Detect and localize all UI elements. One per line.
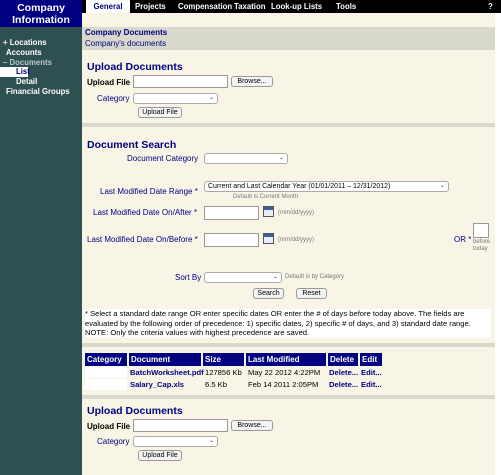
- sidebar-item-list[interactable]: List: [0, 67, 28, 77]
- before-date-label-text: Last Modified Date On/Before: [87, 235, 193, 244]
- category-label: Category: [97, 94, 130, 103]
- sidebar-item-accounts[interactable]: Accounts: [6, 47, 42, 57]
- col-header-edit: Edit: [360, 353, 382, 366]
- upload-section-title: Upload Documents: [87, 61, 183, 73]
- after-date-input[interactable]: [204, 206, 259, 220]
- required-mark: *: [193, 208, 198, 217]
- date-range-value: Current and Last Calendar Year (01/01/2011 – 12/31/2012): [208, 183, 391, 190]
- document-link[interactable]: Salary_Cap.xls: [130, 380, 185, 389]
- calendar-icon[interactable]: [263, 206, 274, 217]
- date-range-label-text: Last Modified Date Range: [100, 187, 193, 196]
- section-divider: [82, 343, 495, 347]
- chevron-down-icon: ⌄: [278, 155, 284, 161]
- tab-taxation[interactable]: Taxation: [234, 2, 266, 11]
- tab-tools[interactable]: Tools: [336, 2, 357, 11]
- edit-link[interactable]: Edit...: [361, 380, 382, 389]
- chevron-down-icon: ⌄: [208, 95, 214, 101]
- row-modified: Feb 14 2011 2:05PM: [248, 380, 319, 389]
- delete-link[interactable]: Delete...: [329, 380, 359, 389]
- row-size: 6.5 Kb: [205, 380, 227, 389]
- row-category: [85, 379, 127, 390]
- sidebar-item-locations[interactable]: + Locations: [3, 38, 47, 47]
- sidebar: [0, 0, 82, 475]
- category-label: Category: [97, 437, 130, 446]
- before-date-label: [87, 235, 198, 244]
- upload-file-input[interactable]: [133, 419, 228, 432]
- row-size: 127856 Kb: [205, 368, 242, 377]
- search-button[interactable]: Search: [253, 288, 284, 299]
- col-header-delete: Delete: [328, 353, 358, 366]
- days-before-hint: [473, 239, 490, 253]
- date-range-select[interactable]: [204, 181, 449, 192]
- upload-file-button[interactable]: Upload File: [138, 450, 182, 461]
- sidebar-title: [0, 0, 82, 27]
- reset-button[interactable]: Reset: [296, 288, 327, 299]
- tab-bar: [82, 0, 501, 13]
- sidebar-nav: [0, 38, 82, 97]
- page-subtitle: Company's documents: [85, 39, 167, 48]
- page-header-bar: [82, 27, 495, 50]
- upload-section-title: Upload Documents: [87, 405, 183, 417]
- browse-button[interactable]: Browse...: [231, 76, 273, 87]
- before-date-input[interactable]: [204, 233, 259, 247]
- chevron-down-icon: ⌄: [439, 183, 445, 189]
- upload-file-input[interactable]: [133, 75, 228, 88]
- help-button[interactable]: ?: [488, 2, 493, 11]
- after-date-hint: (mm/dd/yyyy): [278, 210, 314, 216]
- tab-compensation[interactable]: Compensation: [178, 2, 233, 11]
- required-mark: *: [194, 235, 198, 244]
- tab-general[interactable]: General: [86, 0, 130, 13]
- days-before-hint-line2: today: [473, 246, 488, 252]
- upload-file-label: Upload File: [87, 422, 131, 431]
- days-before-input[interactable]: [473, 223, 489, 238]
- sidebar-item-documents[interactable]: – Documents: [3, 57, 52, 67]
- sort-by-label: Sort By: [175, 273, 202, 282]
- row-category: [85, 367, 127, 378]
- section-divider: [82, 395, 495, 399]
- main-content: [82, 13, 495, 475]
- col-header-category: Category: [85, 353, 127, 366]
- after-date-label-text: Last Modified Date On/After: [93, 208, 192, 217]
- document-link[interactable]: BatchWorksheet.pdf: [130, 368, 204, 377]
- upload-file-button[interactable]: Upload File: [138, 107, 182, 118]
- sidebar-item-detail[interactable]: Detail: [16, 77, 38, 87]
- date-range-default-hint: Default is Current Month: [233, 194, 299, 200]
- before-date-hint: (mm/dd/yyyy): [278, 237, 314, 243]
- sidebar-title-line1: Company: [17, 2, 65, 14]
- doc-category-select[interactable]: [204, 153, 288, 164]
- col-header-last-modified: Last Modified: [246, 353, 326, 366]
- category-select[interactable]: [133, 436, 218, 447]
- after-date-label: [93, 208, 197, 217]
- upload-file-label: Upload File: [87, 78, 131, 87]
- search-note: * Select a standard date range OR enter specific dates OR enter the # of days before today above. The fields are evaluated by the following order of precedence: 1) specific dates, 2) specific # of days, and 3) standard date range. NOTE: Only the criteria values with highest precedence are saved.: [85, 309, 491, 338]
- category-select[interactable]: [133, 93, 218, 104]
- required-mark: *: [194, 187, 198, 196]
- doc-category-label: Document Category: [127, 154, 199, 163]
- or-label-text: OR: [454, 235, 466, 244]
- calendar-icon[interactable]: [263, 233, 274, 244]
- section-divider: [82, 123, 495, 127]
- browse-button[interactable]: Browse...: [231, 420, 273, 431]
- search-section-title: Document Search: [87, 139, 177, 151]
- sort-default-hint: Default is by Category: [285, 274, 345, 280]
- col-header-document: Document: [129, 353, 201, 366]
- row-modified: May 22 2012 4:22PM: [248, 368, 321, 377]
- sidebar-item-financial-groups[interactable]: Financial Groups: [6, 86, 70, 96]
- edit-link[interactable]: Edit...: [361, 368, 382, 377]
- sidebar-title-line2: Information: [12, 14, 70, 26]
- chevron-down-icon: ⌄: [272, 274, 278, 280]
- sort-by-select[interactable]: [204, 272, 282, 283]
- page-title: Company Documents: [85, 28, 168, 37]
- scrollbar[interactable]: [495, 13, 501, 475]
- days-before-hint-line1: before: [473, 239, 491, 245]
- delete-link[interactable]: Delete...: [329, 368, 359, 377]
- required-mark: *: [468, 235, 472, 244]
- date-range-label: [100, 187, 198, 196]
- chevron-down-icon: ⌄: [208, 438, 214, 444]
- or-label: [454, 235, 471, 244]
- col-header-size: Size: [203, 353, 244, 366]
- tab-projects[interactable]: Projects: [135, 2, 166, 11]
- tab-lookup-lists[interactable]: Look-up Lists: [271, 2, 323, 11]
